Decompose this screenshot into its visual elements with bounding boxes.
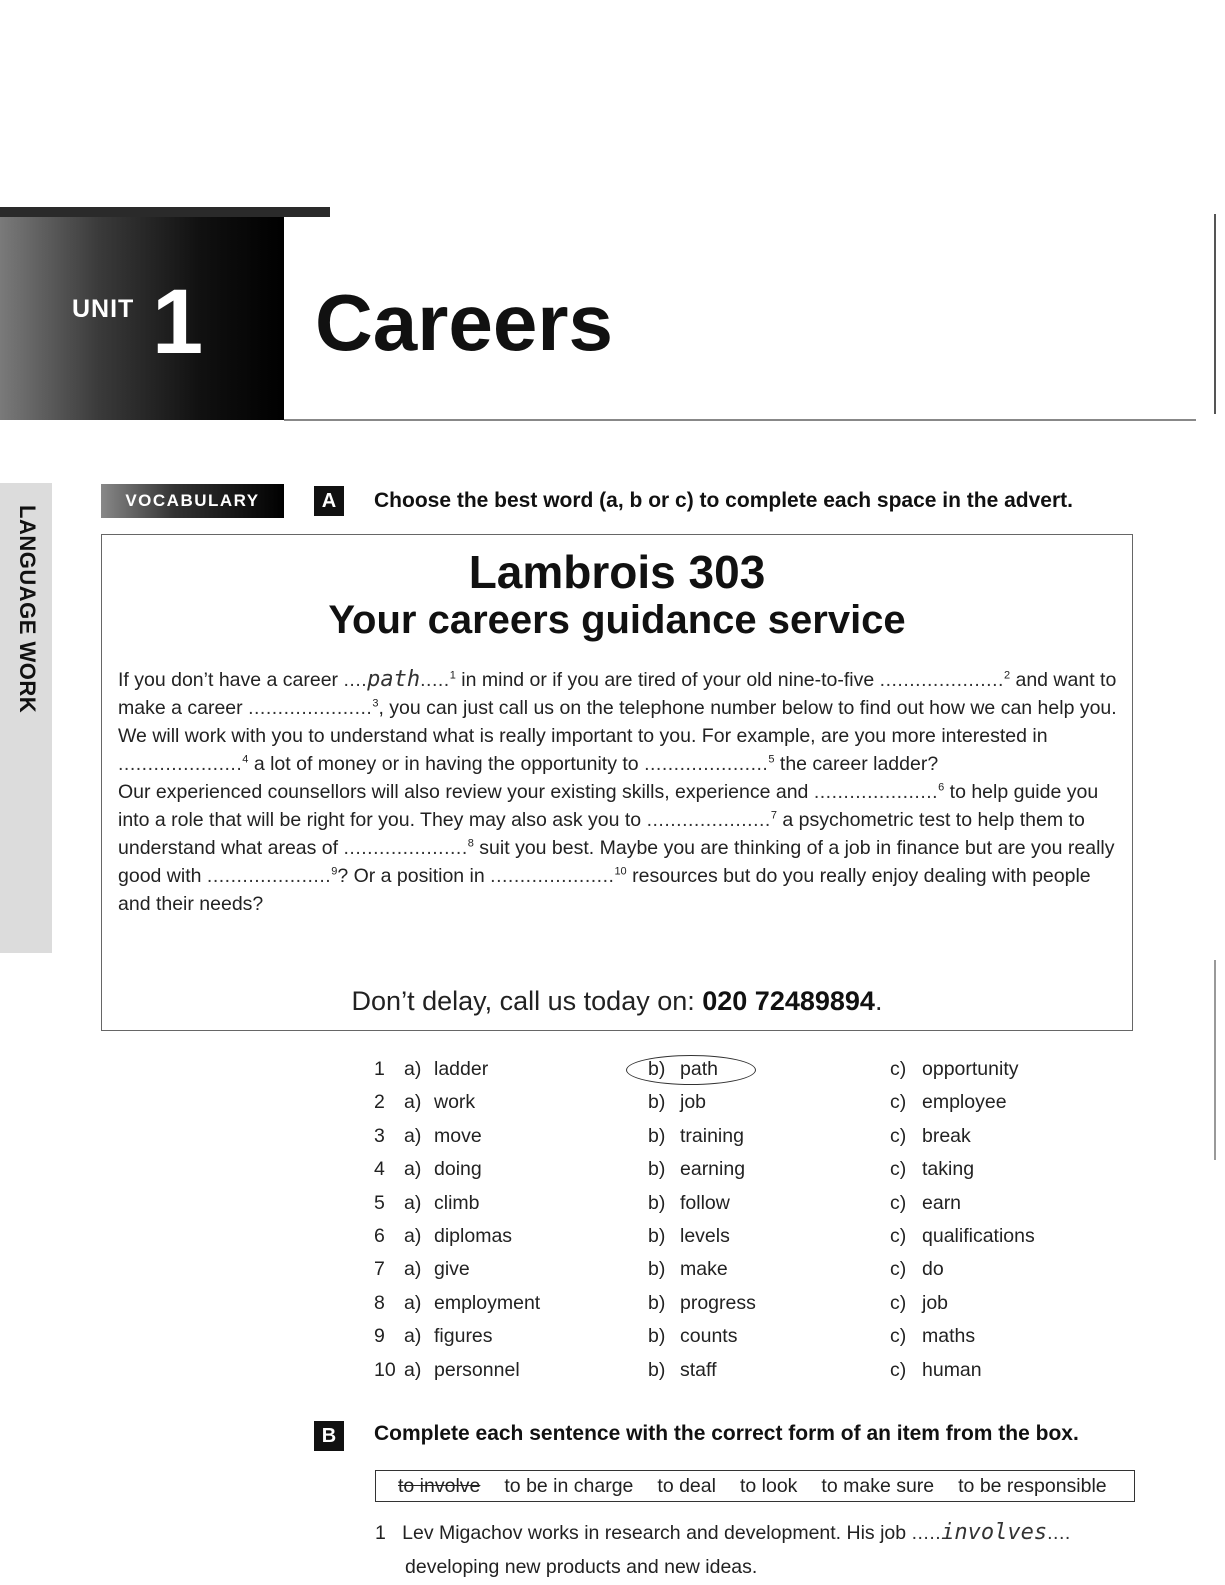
option-b: levels (680, 1225, 730, 1247)
option-number: 2 (374, 1091, 385, 1114)
option-b: training (680, 1124, 744, 1147)
option-row (0, 1091, 1225, 1121)
option-c: job (922, 1291, 949, 1314)
option-letter: c) (890, 1124, 907, 1147)
sentence-1 (375, 1520, 1071, 1545)
option-letter: c) (890, 1258, 907, 1281)
option-letter: a) (404, 1358, 422, 1381)
option-a: work (434, 1091, 476, 1114)
unit-label: UNIT (72, 295, 135, 323)
option-c: maths (922, 1325, 976, 1348)
option-letter: a) (404, 1124, 422, 1147)
option-c: do (922, 1258, 944, 1281)
option-c: earn (922, 1191, 962, 1214)
option-number: 7 (374, 1258, 385, 1281)
sentence-number: 1 (375, 1522, 386, 1544)
blank: ..... (911, 1522, 942, 1544)
option-c: human (922, 1358, 982, 1381)
advert-text: to help guide you into a role that will be right for you. They may also ask you to (118, 781, 1099, 831)
word-box-item: to involve (398, 1474, 481, 1497)
advert-body (118, 666, 1118, 918)
blank: ..................... (248, 697, 373, 719)
option-a: figures (434, 1325, 493, 1348)
option-letter: b) (648, 1291, 666, 1314)
option-a: give (434, 1258, 470, 1281)
blank: ..................... (646, 809, 771, 831)
option-a: personnel (434, 1358, 520, 1381)
unit-number: 1 (152, 271, 204, 373)
advert-text: resources but do you really enjoy dealing with people and their needs? (118, 865, 1091, 915)
sentence-text: Lev Migachov works in research and development. His job (402, 1522, 907, 1544)
option-letter: c) (890, 1158, 907, 1181)
blank: ..................... (879, 669, 1004, 691)
section-b-instruction: Complete each sentence with the correct form of an item from the box. (374, 1422, 1079, 1445)
blank: .... (1047, 1522, 1071, 1544)
side-tab-label: LANGUAGE WORK (15, 505, 40, 714)
option-a: climb (434, 1191, 480, 1214)
option-letter: a) (404, 1225, 422, 1247)
option-c: taking (922, 1158, 975, 1181)
option-number: 4 (374, 1158, 385, 1181)
word-box-item: to make sure (821, 1474, 935, 1497)
advert-subtitle: Your careers guidance service (328, 598, 906, 642)
advert-text: , you can just call us on the telephone number below to find out how we can help you. (378, 697, 1117, 719)
option-a: diplomas (434, 1225, 513, 1247)
option-number: 10 (374, 1358, 396, 1381)
blank: ..................... (206, 865, 332, 887)
option-letter: a) (404, 1191, 422, 1214)
advert-paragraph (118, 666, 1118, 722)
option-b: make (680, 1258, 728, 1281)
blank-number: 7 (770, 809, 777, 822)
advert-text: suit you best. Maybe you are thinking of a job in finance but are you really good with (118, 837, 1115, 887)
option-letter: b) (648, 1225, 666, 1247)
option-number: 8 (374, 1291, 385, 1314)
option-c: employee (922, 1091, 1007, 1114)
option-row (0, 1158, 1225, 1188)
word-box-item: to be in charge (504, 1474, 634, 1497)
option-letter: c) (890, 1058, 907, 1080)
option-c: break (922, 1124, 971, 1147)
blank-number: 4 (242, 753, 249, 766)
option-a: doing (434, 1158, 482, 1181)
option-letter: c) (890, 1325, 907, 1348)
option-letter: a) (404, 1291, 422, 1314)
option-b: progress (680, 1291, 756, 1314)
option-letter: a) (404, 1325, 422, 1348)
option-row (0, 1292, 1225, 1322)
advert-text: the career ladder? (774, 753, 939, 775)
blank: .... (343, 669, 368, 691)
option-c: qualifications (922, 1225, 1035, 1247)
cta-phone: 020 72489894 (702, 986, 875, 1016)
advert-call-to-action (0, 986, 1225, 1017)
option-row (0, 1058, 1225, 1088)
option-b: earning (680, 1158, 746, 1181)
blank-number: 9 (331, 865, 338, 878)
option-letter: c) (890, 1358, 907, 1381)
option-letter: c) (890, 1291, 907, 1314)
option-a: move (434, 1124, 482, 1147)
blank: ..................... (490, 865, 615, 887)
option-row (0, 1325, 1225, 1355)
option-letter: b) (648, 1358, 666, 1381)
option-row (0, 1125, 1225, 1155)
blank-number: 3 (372, 697, 379, 710)
option-letter: a) (404, 1091, 422, 1114)
option-c: opportunity (922, 1058, 1019, 1080)
option-letter: b) (648, 1258, 666, 1281)
section-b-letter: B (314, 1421, 344, 1451)
advert-text: a psychometric test to help them to understand what areas of (118, 809, 1085, 859)
option-letter: c) (890, 1091, 907, 1114)
section-a-instruction: Choose the best word (a, b or c) to complete each space in the advert. (374, 489, 1073, 512)
option-letter: a) (404, 1158, 422, 1181)
advert-paragraph (118, 778, 1118, 918)
blank-number: 10 (614, 865, 627, 878)
title-divider (284, 419, 1196, 421)
blank: ..................... (813, 781, 939, 803)
blank: ..... (420, 669, 450, 691)
option-b: follow (680, 1191, 730, 1214)
option-b: path (680, 1058, 718, 1080)
word-box-item: to be responsible (958, 1474, 1107, 1497)
option-letter: b) (648, 1058, 666, 1080)
cta-text: Don’t delay, call us today on: (351, 986, 703, 1016)
advert-text: ? Or a position in (337, 865, 485, 887)
option-row (0, 1258, 1225, 1288)
word-box-item: to look (739, 1474, 798, 1497)
blank-number: 5 (768, 753, 775, 766)
option-row (0, 1359, 1225, 1389)
advert-text: a lot of money or in having the opportunity to (248, 753, 639, 775)
word-box (375, 1470, 1135, 1502)
option-number: 9 (374, 1325, 385, 1348)
advert-text: Our experienced counsellors will also review your existing skills, experience and (118, 781, 809, 803)
option-letter: b) (648, 1158, 666, 1181)
option-b: job (680, 1091, 707, 1114)
blank: ..................... (118, 753, 243, 775)
sentence-1-continued: developing new products and new ideas. (405, 1556, 758, 1578)
advert-text: in mind or if you are tired of your old nine-to-five (455, 669, 875, 691)
blank-number: 6 (938, 781, 945, 794)
option-b: counts (680, 1325, 738, 1348)
option-letter: c) (890, 1225, 907, 1247)
handwritten-answer: path (367, 667, 421, 692)
page-edge (1214, 214, 1216, 414)
option-b: staff (680, 1358, 717, 1381)
blank-number: 1 (449, 669, 456, 682)
advert-text: We will work with you to understand what is really important to you. For example, are you more interested in (118, 725, 1048, 747)
option-letter: b) (648, 1091, 666, 1114)
option-letter: a) (404, 1058, 422, 1080)
word-box-item: to deal (657, 1474, 716, 1497)
handwritten-answer: involves (941, 1520, 1048, 1545)
blank: ..................... (644, 753, 769, 775)
option-row (0, 1225, 1225, 1255)
option-letter: a) (404, 1258, 422, 1281)
option-letter: b) (648, 1191, 666, 1214)
option-row (0, 1192, 1225, 1222)
advert-text: If you don’t have a career (118, 669, 339, 691)
option-letter: b) (648, 1325, 666, 1348)
blank-number: 8 (467, 837, 474, 850)
unit-banner (0, 217, 284, 420)
advert-paragraph (118, 722, 1118, 778)
page-title: Careers (315, 278, 614, 367)
option-a: ladder (434, 1058, 489, 1080)
blank: ..................... (343, 837, 468, 859)
option-number: 6 (374, 1225, 385, 1247)
option-letter: c) (890, 1191, 907, 1214)
advert-text: and want to make a career (118, 669, 1117, 719)
advert-title: Lambrois 303 (468, 546, 766, 598)
option-number: 3 (374, 1124, 385, 1147)
vocabulary-tag: VOCABULARY (101, 484, 284, 518)
section-a-letter: A (314, 486, 344, 516)
blank-number: 2 (1003, 669, 1011, 682)
option-a: employment (434, 1291, 541, 1314)
cta-end: . (874, 986, 883, 1016)
option-number: 5 (374, 1191, 385, 1214)
option-number: 1 (374, 1058, 385, 1080)
header-top-rule (0, 207, 330, 217)
option-letter: b) (648, 1124, 666, 1147)
